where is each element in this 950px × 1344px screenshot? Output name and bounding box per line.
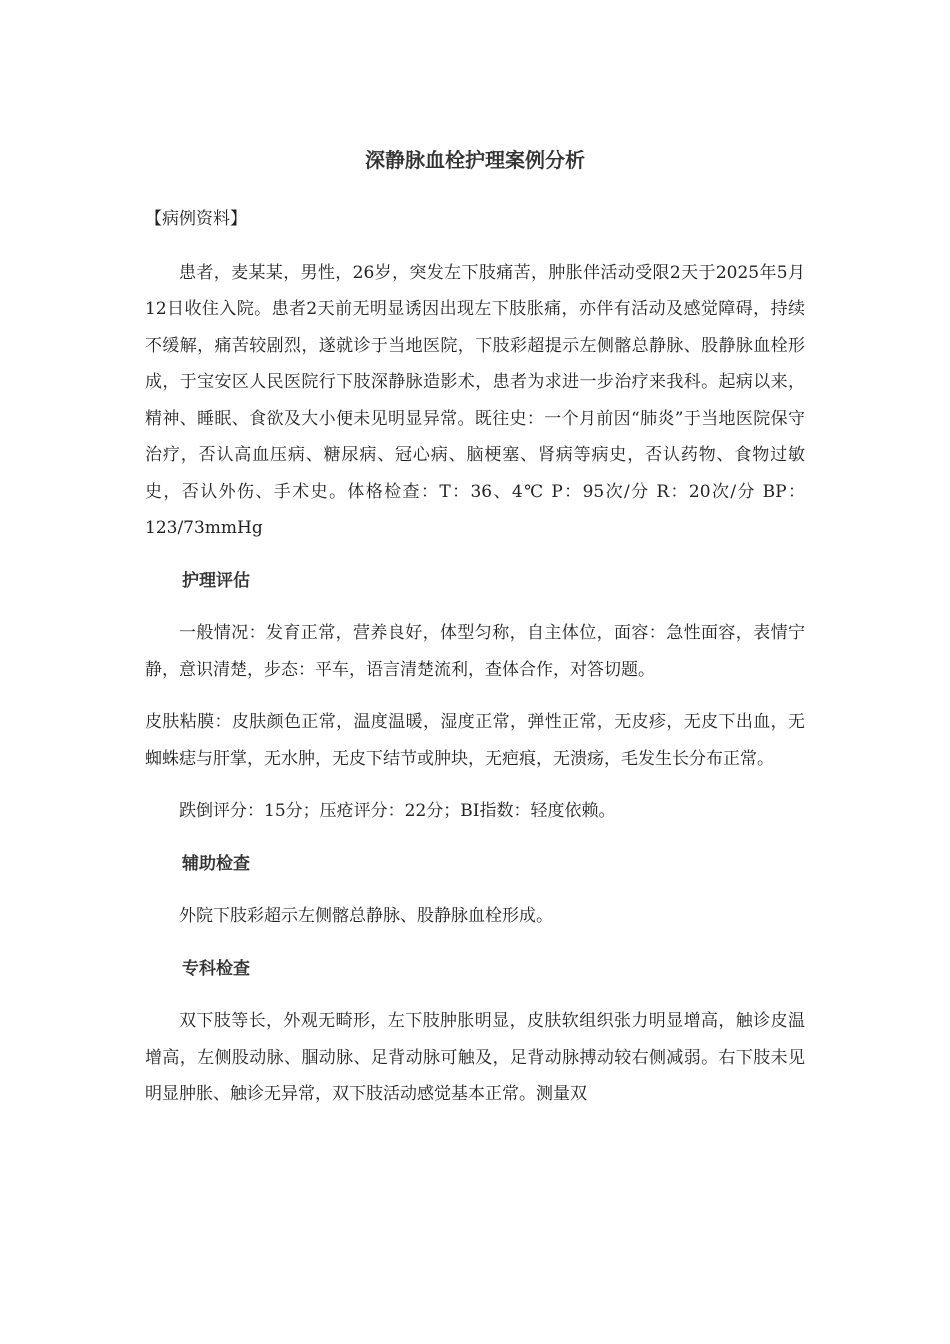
assessment-scores-paragraph: 跌倒评分：15分；压疮评分：22分；BI指数：轻度依赖。 (179, 801, 616, 821)
auxiliary-exam-paragraph: 外院下肢彩超示左侧髂总静脉、股静脉血栓形成。 (179, 906, 553, 926)
document-title: 深静脉血栓护理案例分析 (365, 148, 585, 172)
nursing-assessment-heading: 护理评估 (182, 570, 250, 591)
skin-mucosa-paragraph: 皮肤粘膜：皮肤颜色正常，温度温暖，湿度正常，弹性正常，无皮疹，无皮下出血，无蜘蛛痣与肝掌，无水肿，无皮下结节或肿块，无疤痕，无溃疡，毛发生长分布正常。 (145, 712, 805, 769)
auxiliary-exam-heading: 辅助检查 (182, 853, 250, 874)
case-history-paragraph: 患者，麦某某，男性，26岁，突发左下肢痛苦，肿胀伴活动受限2天于2025年5月12日收住入院。患者2天前无明显诱因出现左下肢胀痛，亦伴有活动及感觉障碍，持续不缓解，痛苦较剧烈，遂就诊于当地医院，下肢彩超提示左侧髂总静脉、股静脉血栓形成，于宝安区人民医院行下肢深静脉造影术，患者为求进一步治疗来我科。起病以来，精神、睡眠、食欲及大小便未见明显异常。既往史：一个月前因“肺炎”于当地医院保守治疗，否认高血压病、糖尿病、冠心病、脑梗塞、肾病等病史，否认药物、食物过敏史，否认外伤、手术史。体格检查：T：36、4℃ P：95次/分 R：20次/分 BP：123/73mmHg (145, 262, 805, 538)
specialty-exam-heading: 专科检查 (182, 958, 250, 979)
specialty-exam-paragraph: 双下肢等长，外观无畸形，左下肢肿胀明显，皮肤软组织张力明显增高，触诊皮温增高，左侧股动脉、腘动脉、足背动脉可触及，足背动脉搏动较右侧减弱。右下肢未见明显肿胀、触诊无异常，双下肢活动感觉基本正常。测量双 (145, 1011, 805, 1104)
case-data-label: 【病例资料】 (145, 209, 247, 229)
general-condition-paragraph: 一般情况：发育正常，营养良好，体型匀称，自主体位，面容：急性面容，表情宁静，意识清楚，步态：平车，语言清楚流利，查体合作，对答切题。 (145, 623, 805, 680)
document-body (145, 201, 805, 1129)
